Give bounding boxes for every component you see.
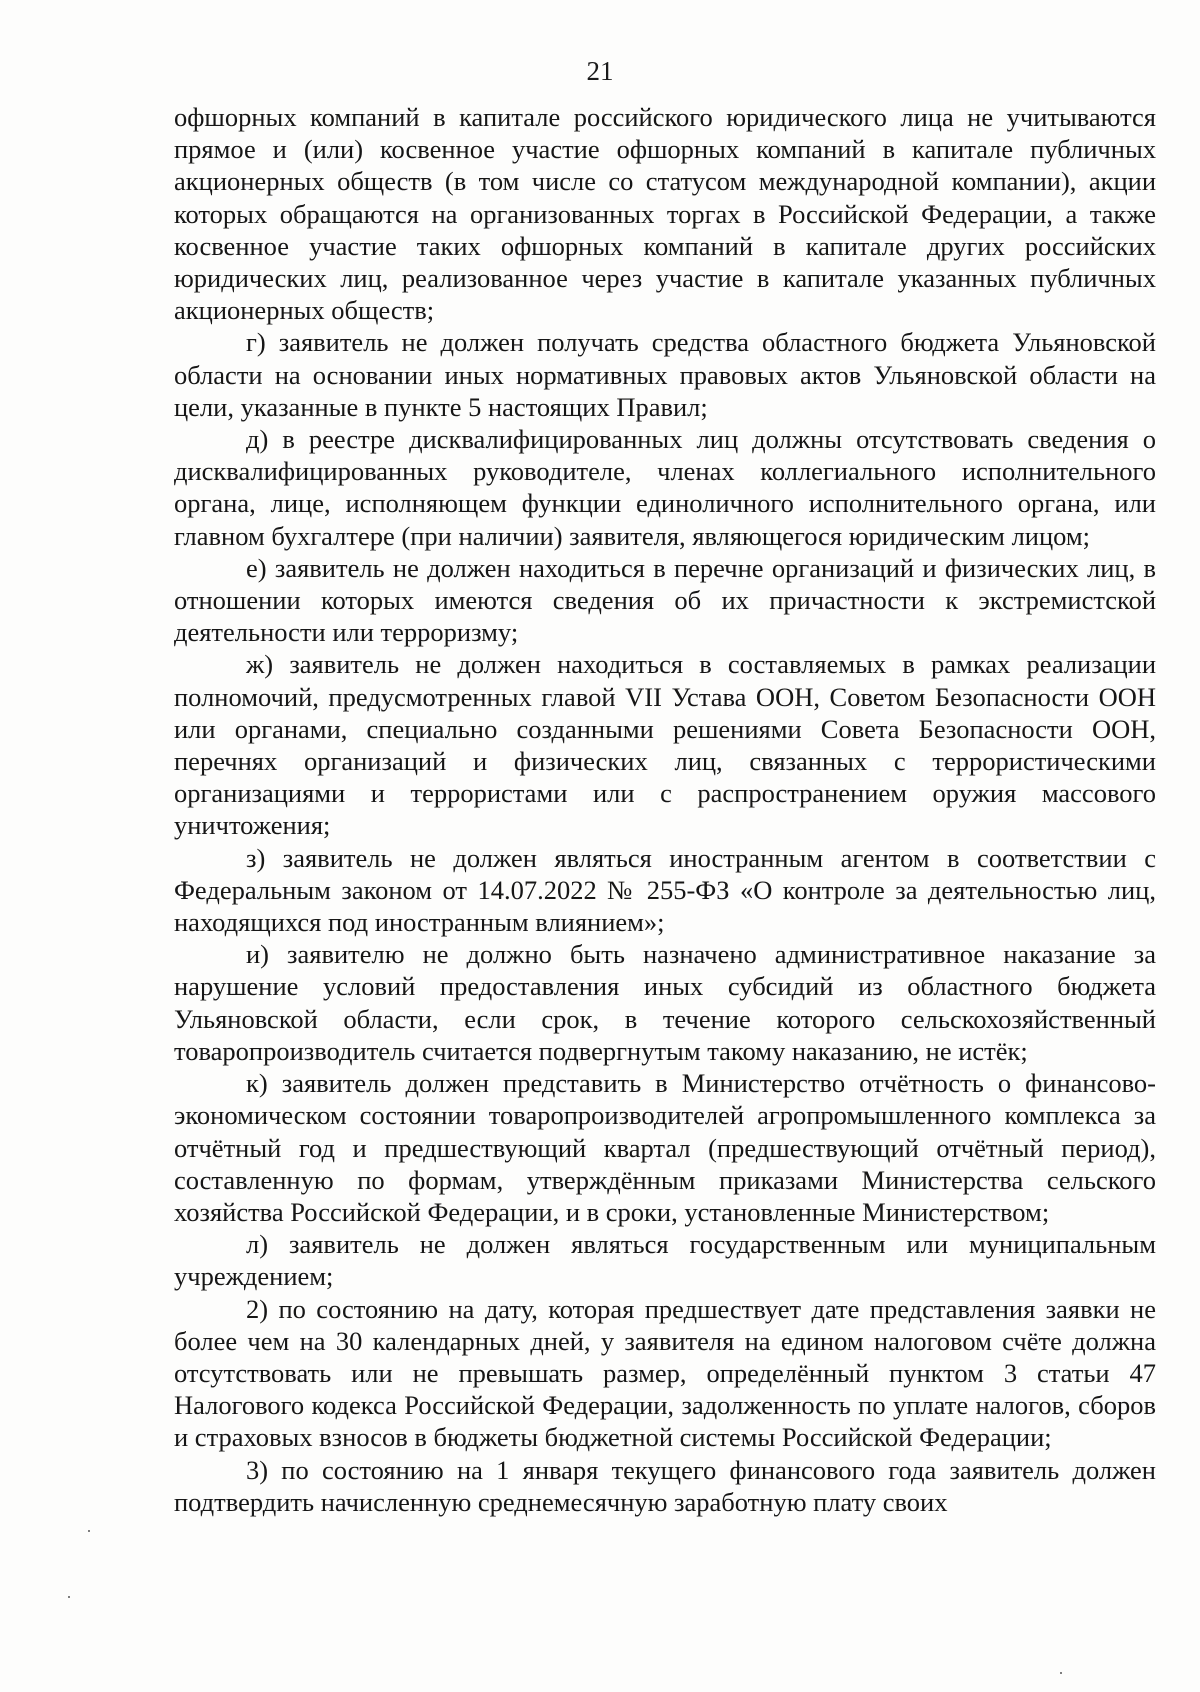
paragraph-item-e: е) заявитель не должен находиться в перечне организаций и физических лиц, в отношении которых имеются сведения об их причастности к экстремистской деятельности или терроризму; [174,552,1156,648]
paragraph-item-3: 3) по состоянию на 1 января текущего финансового года заявитель должен подтвердить начисленную среднемесячную заработную плату своих [174,1454,1156,1517]
paragraph-continuation: офшорных компаний в капитале российского юридического лица не учитываются прямое и (или) косвенное участие офшорных компаний в капитале публичных акционерных обществ (в том числе со статусом международной компании), акции которых обращаются на организованных торгах в Российской Федерации, а также косвенное участие таких офшорных компаний в капитале других российских юридических лиц, реализованное через участие в капитале указанных публичных акционерных обществ; [174,102,1156,326]
paragraph-item-l: л) заявитель не должен являться государственным или муниципальным учреждением; [174,1229,1156,1292]
scan-speck [68,1596,70,1598]
paragraph-item-i: и) заявителю не должно быть назначено административное наказание за нарушение условий предоставления иных субсидий из областного бюджета Ульяновской области, если срок, в течение которого сельскохозяйственный товаропроизводитель считается подвергнутым такому наказанию, не истёк; [174,939,1156,1066]
paragraph-item-d: д) в реестре дисквалифицированных лиц должны отсутствовать сведения о дисквалифицированных руководителе, членах коллегиального исполнительного органа, лице, исполняющем функции единоличного исполнительного органа, или главном бухгалтере (при наличии) заявителя, являющегося юридическим лицом; [174,424,1156,551]
document-body [174,101,1156,1518]
paragraph-item-g: г) заявитель не должен получать средства областного бюджета Ульяновской области на основании иных нормативных правовых актов Ульяновской области на цели, указанные в пункте 5 настоящих Правил; [174,327,1156,422]
scan-speck [88,1530,90,1532]
page-number: 21 [586,56,614,86]
paragraph-item-2: 2) по состоянию на дату, которая предшествует дате представления заявки не более чем на 30 календарных дней, у заявителя на едином налоговом счёте должна отсутствовать или не превышать размер, определённый пунктом 3 статьи 47 Налогового кодекса Российской Федерации, задолженность по уплате налогов, сборов и страховых взносов в бюджеты бюджетной системы Российской Федерации; [174,1293,1156,1453]
scan-speck [1060,1672,1062,1674]
paragraph-item-zh: ж) заявитель не должен находиться в составляемых в рамках реализации полномочий, предусмотренных главой VII Устава ООН, Советом Безопасности ООН или органами, специально созданными решениями Совета Безопасности ООН, перечнях организаций и физических лиц, связанных с террористическими организациями и террористами или с распространением оружия массового уничтожения; [174,649,1156,841]
paragraph-item-z: з) заявитель не должен являться иностранным агентом в соответствии с Федеральным законом от 14.07.2022 № 255-ФЗ «О контроле за деятельностью лиц, находящихся под иностранным влиянием»; [174,842,1156,938]
paragraph-item-k: к) заявитель должен представить в Министерство отчётность о финансово-экономическом состоянии товаропроизводителей агропромышленного комплекса за отчётный год и предшествующий квартал (предшествующий отчётный период), составленную по формам, утверждённым приказами Министерства сельского хозяйства Российской Федерации, и в сроки, установленные Министерством; [174,1068,1156,1227]
